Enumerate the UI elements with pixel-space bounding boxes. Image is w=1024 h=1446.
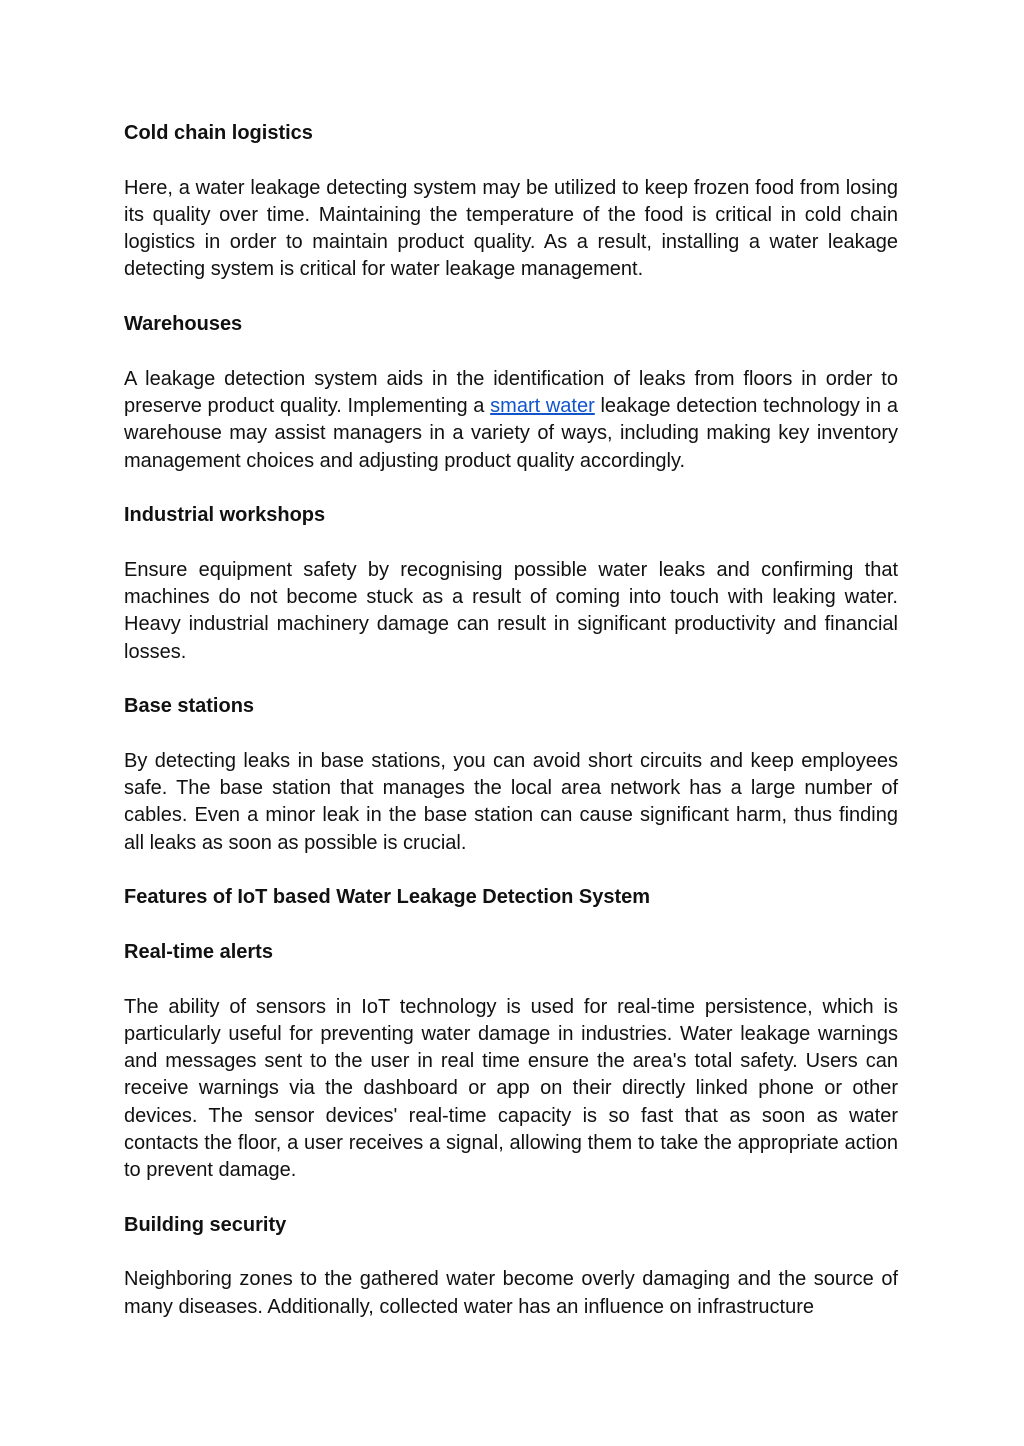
section-body-industrial-workshops: Ensure equipment safety by recognising possible water leaks and confirming that machines do not become stuck as a result of coming into touch with leaking water. Heavy industrial machinery damage can result in significant productivity and financial losses. — [124, 558, 898, 663]
section-body-cold-chain: Here, a water leakage detecting system may be utilized to keep frozen food from losing its quality over time. Maintaining the temperature of the food is critical in cold chain logistics in order to maintain product quality. As a result, installing a water leakage detecting system is critical for water leakage management. — [124, 176, 898, 281]
section-heading-real-time-alerts: Real-time alerts — [124, 940, 273, 963]
smart-water-link[interactable]: smart water — [490, 394, 595, 417]
section-body-warehouses — [124, 366, 898, 475]
section-heading-building-security: Building security — [124, 1213, 287, 1236]
section-body-building-security: Neighboring zones to the gathered water become overly damaging and the source of many diseases. Additionally, collected water has an influence on infrastructure — [124, 1268, 898, 1318]
section-heading-cold-chain: Cold chain logistics — [124, 122, 313, 144]
warehouses-text-after-link: leakage detection technology in a warehouse may assist managers in a variety of ways, including making key inventory management choices and adjusting product quality accordingly. — [124, 394, 898, 472]
section-heading-industrial-workshops: Industrial workshops — [124, 504, 326, 527]
warehouses-text-before-link: A leakage detection system aids in the identification of leaks from floors in order to preserve product quality. Implementing a — [124, 367, 898, 417]
section-body-real-time-alerts: The ability of sensors in IoT technology is used for real-time persistence, which is particularly useful for preventing water damage in industries. Water leakage warnings and messages sent to the user in real time ensure the area's total safety. Users can receive warnings via the dashboard or app on their directly linked phone or other devices. The sensor devices' real-time capacity is so fast that as soon as water contacts the floor, a user receives a signal, allowing them to take the appropriate action to prevent damage. — [124, 995, 898, 1182]
section-heading-features: Features of IoT based Water Leakage Detection System — [124, 886, 651, 909]
section-heading-warehouses: Warehouses — [124, 313, 243, 336]
section-body-base-stations: By detecting leaks in base stations, you can avoid short circuits and keep employees safe. The base station that manages the local area network has a large number of cables. Even a minor leak in the base station can cause significant harm, thus finding all leaks as soon as possible is crucial. — [124, 749, 898, 854]
document-page — [124, 120, 898, 1348]
section-heading-base-stations: Base stations — [124, 695, 255, 718]
